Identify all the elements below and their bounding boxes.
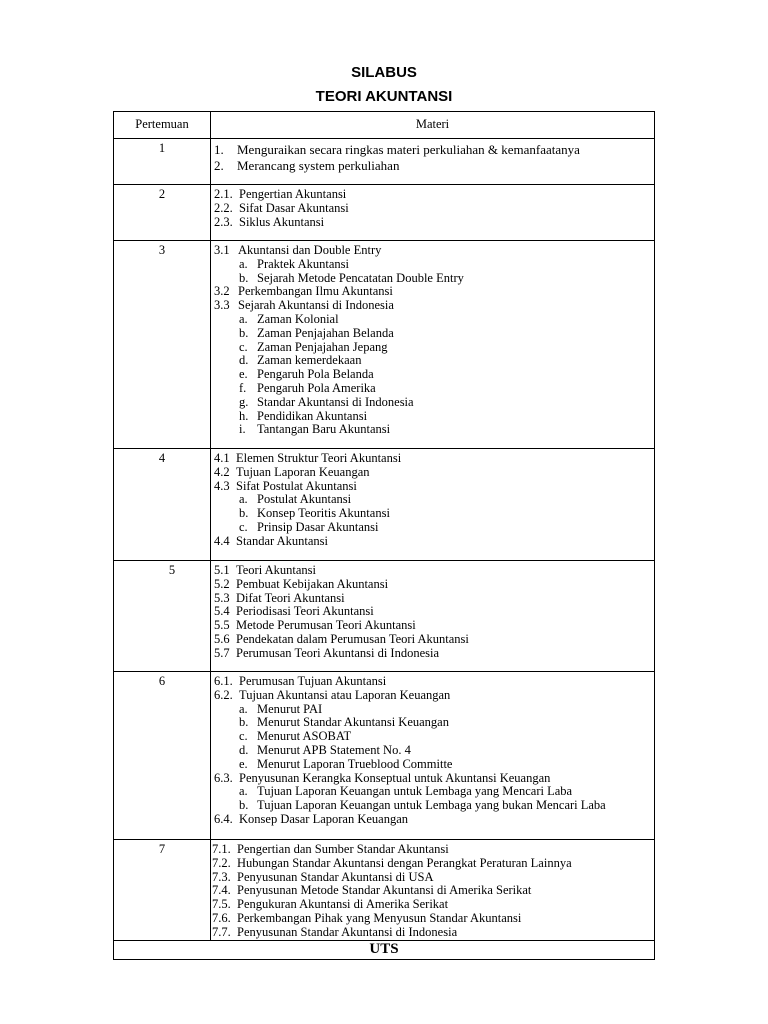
item-number: 5.5 (214, 618, 230, 633)
item-number: 3.3 (214, 298, 230, 313)
materi-item (214, 216, 652, 230)
item-text: Menurut APB Statement No. 4 (257, 742, 411, 757)
item-text: Menurut PAI (257, 701, 323, 716)
item-text: Akuntansi dan Double Entry (238, 243, 382, 257)
item-text: Pengertian dan Sumber Standar Akuntansi (237, 842, 449, 856)
item-number: a. (239, 311, 248, 326)
item-number: i. (239, 422, 246, 437)
item-number: 2.1. (214, 187, 233, 201)
item-text: Sifat Dasar Akuntansi (239, 200, 349, 215)
item-number: 3.2 (214, 284, 230, 299)
item-number: b. (239, 798, 249, 813)
materi-item (214, 244, 652, 258)
item-number: 1. (214, 142, 224, 157)
item-text: Praktek Akuntansi (257, 256, 350, 271)
item-number: a. (239, 492, 248, 507)
item-number: a. (239, 256, 248, 271)
item-text: Tujuan Laporan Keuangan untuk Lembaga yang Mencari Laba (257, 784, 573, 799)
item-text: Konsep Teoritis Akuntansi (257, 506, 390, 521)
item-number: c. (239, 729, 248, 744)
item-number: 6.1. (214, 674, 233, 688)
materi-subitem (214, 716, 652, 730)
item-text: Perkembangan Pihak yang Menyusun Standar Akuntansi (237, 910, 522, 925)
materi-item (214, 675, 652, 689)
pertemuan-cell: 4 (114, 449, 211, 561)
materi-item (214, 564, 652, 578)
materi-item (212, 912, 652, 926)
materi-item (212, 884, 652, 898)
item-number: f. (239, 380, 247, 395)
materi-item (214, 158, 652, 174)
materi-subitem (214, 730, 652, 744)
materi-item (214, 285, 652, 299)
table-header-row (114, 112, 655, 139)
item-text: Penyusunan Metode Standar Akuntansi di Amerika Serikat (237, 883, 532, 898)
item-number: a. (239, 701, 248, 716)
item-text: Tujuan Laporan Keuangan (236, 464, 370, 479)
materi-item (214, 689, 652, 703)
materi-item (214, 813, 652, 827)
item-number: 4.2 (214, 464, 230, 479)
item-number: 7.1. (212, 842, 231, 856)
materi-item (214, 452, 652, 466)
item-text: Prinsip Dasar Akuntansi (257, 519, 379, 534)
materi-item (214, 647, 652, 661)
item-text: Sejarah Akuntansi di Indonesia (238, 298, 394, 313)
table-row (114, 672, 655, 840)
item-number: 4.1 (214, 451, 230, 465)
materi-subitem (214, 423, 652, 437)
item-text: Penyusunan Standar Akuntansi di USA (237, 869, 434, 884)
item-number: 5.4 (214, 604, 230, 619)
item-text: Metode Perumusan Teori Akuntansi (236, 618, 416, 633)
item-number: 7.4. (212, 883, 231, 898)
item-text: Zaman Penjajahan Jepang (257, 339, 388, 354)
materi-cell (211, 139, 655, 185)
item-text: Elemen Struktur Teori Akuntansi (236, 451, 402, 465)
item-number: 5.1 (214, 563, 230, 577)
materi-subitem (214, 368, 652, 382)
materi-item (212, 898, 652, 912)
item-number: 5.3 (214, 590, 230, 605)
materi-item (214, 202, 652, 216)
item-text: Periodisasi Teori Akuntansi (236, 604, 374, 619)
materi-item (214, 466, 652, 480)
materi-item (214, 578, 652, 592)
uts-label: UTS (114, 940, 655, 959)
table-row (114, 241, 655, 449)
item-number: b. (239, 715, 249, 730)
item-number: 6.2. (214, 687, 233, 702)
item-text: Menguraikan secara ringkas materi perkuliahan & kemanfaatanya (237, 142, 580, 157)
materi-subitem (214, 758, 652, 772)
item-text: Pengaruh Pola Belanda (257, 367, 374, 382)
item-text: Zaman Penjajahan Belanda (257, 325, 394, 340)
item-number: 7.7. (212, 924, 231, 939)
materi-item (214, 619, 652, 633)
materi-item (212, 843, 652, 857)
materi-subitem (214, 507, 652, 521)
materi-cell (211, 241, 655, 449)
materi-item (214, 480, 652, 494)
item-number: c. (239, 519, 248, 534)
item-text: Menurut Laporan Trueblood Committe (257, 756, 453, 771)
item-text: Hubungan Standar Akuntansi dengan Perangkat Peraturan Lainnya (237, 855, 572, 870)
pertemuan-cell: 5 (114, 561, 211, 672)
item-number: d. (239, 742, 249, 757)
pertemuan-cell: 3 (114, 241, 211, 449)
item-number: 3.1 (214, 243, 230, 257)
item-number: e. (239, 756, 248, 771)
item-number: 7.5. (212, 897, 231, 912)
item-text: Standar Akuntansi di Indonesia (257, 394, 414, 409)
table-row (114, 139, 655, 185)
table-row (114, 449, 655, 561)
item-text: Tujuan Akuntansi atau Laporan Keuangan (239, 687, 451, 702)
materi-subitem (214, 799, 652, 813)
item-text: Postulat Akuntansi (257, 492, 352, 507)
item-number: c. (239, 339, 248, 354)
pertemuan-cell: 1 (114, 139, 211, 185)
item-number: e. (239, 367, 248, 382)
uts-row (114, 940, 655, 959)
item-text: Pendidikan Akuntansi (257, 408, 368, 423)
item-text: Pengertian Akuntansi (239, 187, 347, 201)
item-number: 6.3. (214, 770, 233, 785)
item-text: Teori Akuntansi (236, 563, 317, 577)
materi-subitem (214, 354, 652, 368)
item-number: 5.2 (214, 576, 230, 591)
materi-item (214, 535, 652, 549)
item-text: Konsep Dasar Laporan Keuangan (239, 811, 409, 826)
materi-subitem (214, 313, 652, 327)
item-text: Standar Akuntansi (236, 533, 329, 548)
materi-item (214, 772, 652, 786)
item-text: Menurut Standar Akuntansi Keuangan (257, 715, 449, 730)
item-text: Pengaruh Pola Amerika (257, 380, 376, 395)
pertemuan-cell: 2 (114, 185, 211, 241)
item-number: 5.6 (214, 631, 230, 646)
materi-item (212, 857, 652, 871)
item-number: b. (239, 506, 249, 521)
item-text: Penyusunan Kerangka Konseptual untuk Akuntansi Keuangan (239, 770, 551, 785)
materi-item (212, 926, 652, 940)
item-text: Pengukuran Akuntansi di Amerika Serikat (237, 897, 449, 912)
item-text: Perkembangan Ilmu Akuntansi (238, 284, 393, 299)
materi-item (214, 188, 652, 202)
item-number: 2. (214, 157, 224, 173)
materi-cell (211, 185, 655, 241)
item-text: Sifat Postulat Akuntansi (236, 478, 357, 493)
item-number: 7.3. (212, 869, 231, 884)
item-number: 5.7 (214, 645, 230, 660)
materi-cell (211, 561, 655, 672)
header-pertemuan: Pertemuan (114, 112, 211, 139)
materi-subitem (214, 396, 652, 410)
materi-subitem (214, 493, 652, 507)
item-text: Tantangan Baru Akuntansi (257, 422, 391, 437)
item-text: Perumusan Teori Akuntansi di Indonesia (236, 645, 440, 660)
materi-subitem (214, 744, 652, 758)
materi-subitem (214, 272, 652, 286)
item-text: Zaman kemerdekaan (257, 353, 362, 368)
pertemuan-cell: 7 (114, 840, 211, 941)
materi-subitem (214, 382, 652, 396)
item-number: h. (239, 408, 249, 423)
materi-subitem (214, 410, 652, 424)
item-number: 6.4. (214, 811, 233, 826)
item-text: Perumusan Tujuan Akuntansi (239, 674, 387, 688)
item-text: Pembuat Kebijakan Akuntansi (236, 576, 389, 591)
item-number: a. (239, 784, 248, 799)
item-text: Difat Teori Akuntansi (236, 590, 345, 605)
item-text: Pendekatan dalam Perumusan Teori Akuntansi (236, 631, 469, 646)
table-row (114, 561, 655, 672)
materi-item (214, 605, 652, 619)
materi-cell (211, 449, 655, 561)
syllabus-table (113, 111, 655, 960)
item-text: Menurut ASOBAT (257, 729, 352, 744)
materi-subitem (214, 258, 652, 272)
item-number: 4.4 (214, 533, 230, 548)
document-subtitle: TEORI AKUNTANSI (315, 88, 453, 105)
document-title: SILABUS (351, 64, 417, 81)
materi-item (214, 142, 652, 158)
materi-subitem (214, 785, 652, 799)
item-number: b. (239, 325, 249, 340)
item-number: 4.3 (214, 478, 230, 493)
item-number: g. (239, 394, 249, 409)
item-number: 7.2. (212, 855, 231, 870)
item-number: d. (239, 353, 249, 368)
header-materi: Materi (211, 112, 655, 139)
materi-cell (211, 672, 655, 840)
item-text: Zaman Kolonial (257, 311, 339, 326)
item-number: b. (239, 270, 249, 285)
materi-item (214, 299, 652, 313)
materi-item (214, 592, 652, 606)
materi-cell (211, 840, 655, 941)
materi-item (212, 871, 652, 885)
item-text: Merancang system perkuliahan (237, 157, 400, 173)
item-text: Penyusunan Standar Akuntansi di Indonesia (237, 924, 458, 939)
item-text: Sejarah Metode Pencatatan Double Entry (257, 270, 464, 285)
item-text: Siklus Akuntansi (239, 214, 325, 229)
item-number: 2.2. (214, 200, 233, 215)
item-number: 2.3. (214, 214, 233, 229)
materi-subitem (214, 521, 652, 535)
materi-item (214, 633, 652, 647)
materi-subitem (214, 703, 652, 717)
pertemuan-cell: 6 (114, 672, 211, 840)
materi-subitem (214, 341, 652, 355)
item-number: 7.6. (212, 910, 231, 925)
item-text: Tujuan Laporan Keuangan untuk Lembaga yang bukan Mencari Laba (257, 798, 606, 813)
table-row (114, 185, 655, 241)
table-row (114, 840, 655, 941)
materi-subitem (214, 327, 652, 341)
